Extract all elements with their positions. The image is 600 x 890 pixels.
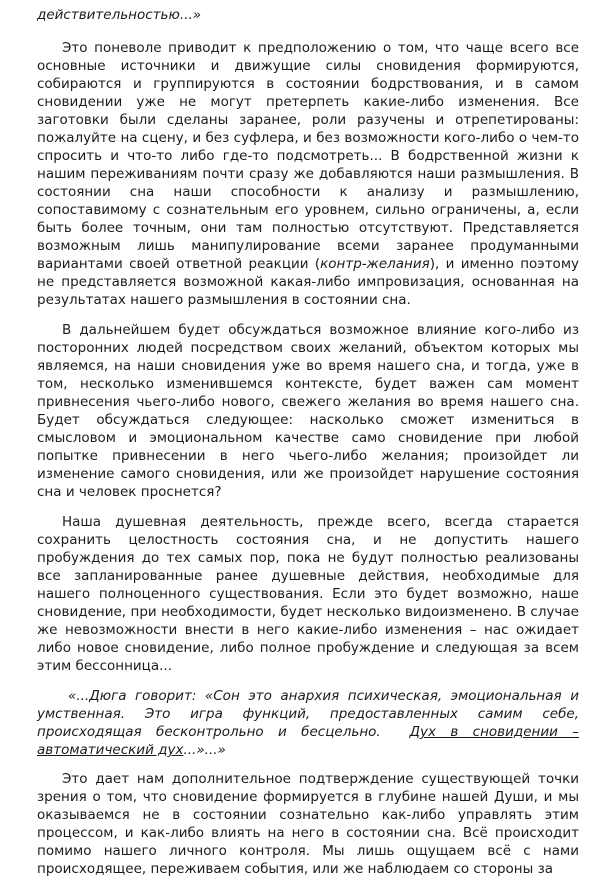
paragraph-1-text-before: Это поневоле приводит к предположению о том, что чаще всего все основные источники и движущие силы сновидения формируются, собираются и группируются в состоянии бодрствования, и в самом сновидении уже не могут претерпеть какие-либо изменения. Все заготовки были сделаны заранее, роли разучены и отрепетированы: пожалуйте на сцену, и без суфлера, и без возможности кого-либо о чем-то спросить и что-то либо где-то подсмотреть... В бодрственной жизни к нашим переживаниям почти сразу же добавляются наши размышления. В состоянии сна наши способности к анализу и размышлению, сопоставимому с сознательным его уровнем, сильно ограничены, а, если быть более точным, они там полностью отсутствуют. Представляется возможным лишь манипулирование всеми заранее продуманными вариантами своей ответной реакции ( <box>37 40 579 272</box>
paragraph-3: Наша душевная деятельность, прежде всего, всегда старается сохранить целостность состояния сна, и не допустить нашего пробуждения до тех самых пор, пока не будут полностью реализованы все запланированные ранее душевные действия, необходимые для нашего полноценного существования. Если это будет возможно, наше сновидение, при необходимости, будет несколько видоизменено. В случае же невозможности внести в него какие-либо изменения – нас ожидает либо новое сновидение, либо полное пробуждение и следующая за всем этим бессонница... <box>37 514 579 674</box>
quote-text-before: «...Дюга говорит: «Сон это анархия психическая, эмоциональная и умственная. Это игра функций, предоставленных самим себе, происходящая бесконтрольно и бесцельно. <box>37 688 579 740</box>
document-page <box>37 6 579 890</box>
paragraph-1-text-after: ), и именно поэтому не представляется возможной какая-либо импровизация, основанная на результатах нашего размышления в состоянии сна. <box>37 256 579 308</box>
paragraph-final: Это дает нам дополнительное подтверждение существующей точки зрения о том, что сновидение формируется в глубине нашей Души, и мы оказываемся не в состоянии сознательно как-либо управлять этим процессом, и как-либо влиять на него в состоянии сна. Всё происходит помимо нашего личного контроля. Мы лишь ощущаем всё с нами происходящее, переживаем события, или же наблюдаем со стороны за <box>37 771 579 877</box>
continuation-line: действительностью...» <box>37 7 202 23</box>
quote-block <box>37 687 579 759</box>
quote-text-after: ...»...» <box>183 742 226 758</box>
paragraph-1-emphasis: контр-желания <box>320 256 430 272</box>
quote-underlined: Дух в сновидении – автоматический дух <box>37 724 580 758</box>
paragraph-1 <box>37 39 579 309</box>
paragraph-2: В дальнейшем будет обсуждаться возможное влияние кого-либо из посторонних людей посредством своих желаний, объектом которых мы являемся, на наши сновидения уже во время нашего сна, и тогда, уже в том, несколько изменившемся контексте, будет важен сам момент привнесения чьего-либо нового, свежего желания во время нашего сна. Будет обсуждаться следующее: насколько сможет измениться в смысловом и эмоциональном качестве само сновидение при любой попытке привнесении в него чьего-либо желания; произойдет ли изменение самого сновидения, или же произойдет нарушение состояния сна и человек проснется? <box>37 322 579 500</box>
